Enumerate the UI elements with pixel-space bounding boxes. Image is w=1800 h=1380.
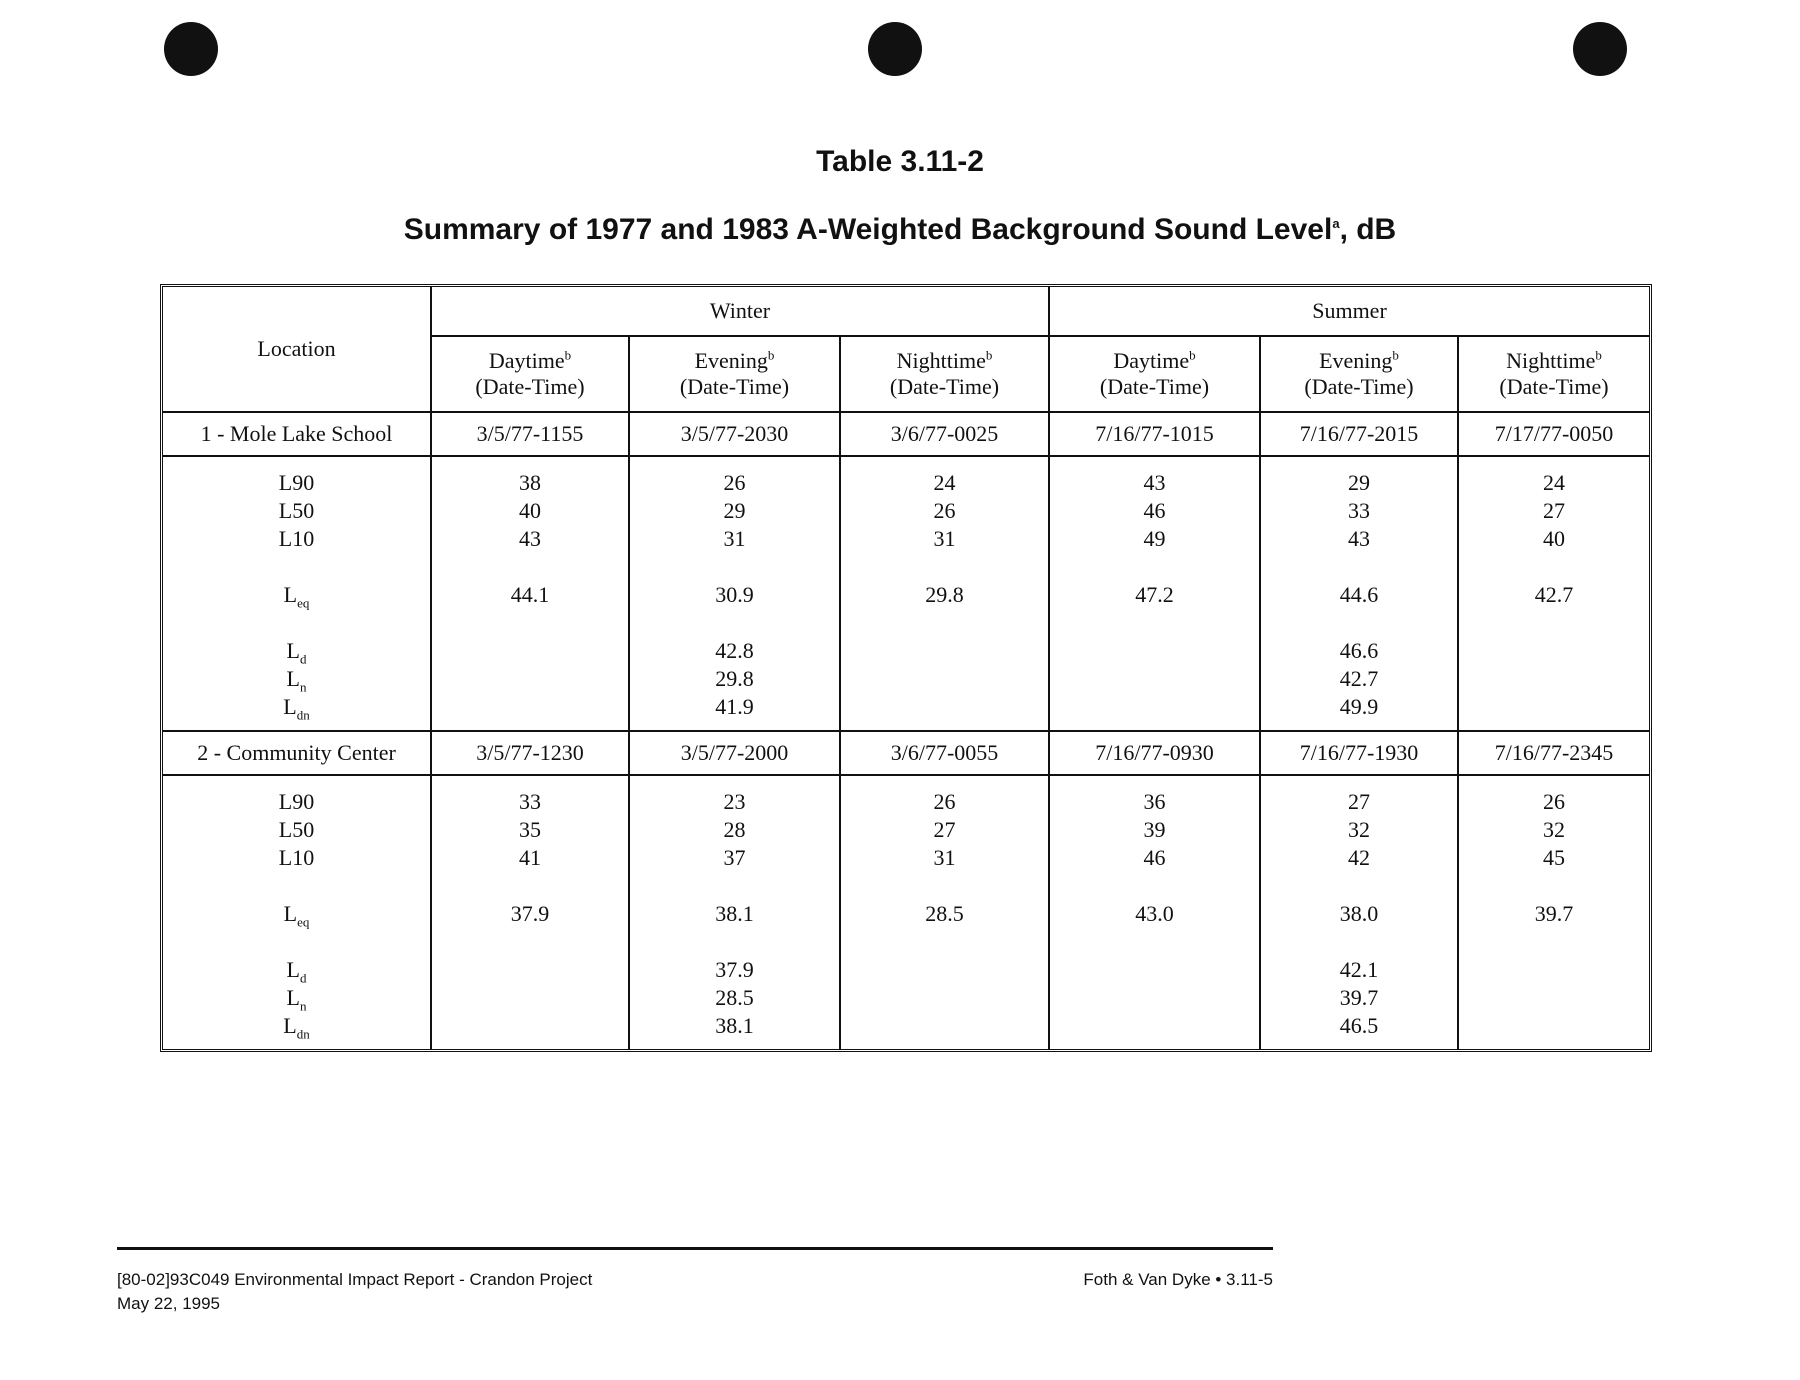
value-l50: 32: [1348, 817, 1370, 843]
period-header: [1260, 336, 1458, 412]
metric-gap: [841, 928, 1048, 956]
measurement-datetime: 7/16/77-2345: [1458, 731, 1649, 775]
footer-right: Foth & Van Dyke • 3.11-5: [1083, 1270, 1273, 1289]
metric-values: [1260, 775, 1458, 1049]
period-sublabel: (Date-Time): [889, 374, 1000, 400]
metric-label-ldn: [163, 1012, 430, 1040]
metric-base: L: [286, 638, 300, 664]
period-sublabel: (Date-Time): [1304, 374, 1414, 400]
measurement-datetime: 7/16/77-2015: [1260, 412, 1458, 456]
value-l90: 24: [1543, 470, 1565, 496]
metric-gap: [630, 553, 839, 581]
value-ln: [1050, 665, 1259, 693]
metric-gap: [630, 872, 839, 900]
value-l90: 27: [1348, 789, 1370, 815]
metric-gap: [1459, 928, 1649, 956]
metric-label-l50: L50: [278, 817, 315, 843]
footnote-marker: b: [1189, 348, 1196, 364]
measurement-datetime: 7/16/77-1930: [1260, 731, 1458, 775]
footnote-marker: b: [1392, 348, 1399, 364]
measurement-datetime: 3/5/77-2000: [629, 731, 840, 775]
metric-gap: [432, 872, 628, 900]
value-l50: 32: [1543, 817, 1565, 843]
value-ld: [1459, 637, 1649, 665]
binder-hole: [164, 22, 218, 76]
footnote-marker: b: [564, 348, 572, 364]
value-l10: 31: [933, 526, 956, 552]
period-sublabel: (Date-Time): [1499, 374, 1609, 400]
value-l10: 31: [723, 526, 746, 552]
location-row: [163, 731, 1649, 775]
value-ldn: [432, 693, 628, 721]
table-title: [0, 213, 1800, 247]
value-l90: 26: [723, 470, 746, 496]
value-l50: 28: [723, 817, 746, 843]
value-l50: 27: [1543, 498, 1565, 524]
value-l90: 43: [1143, 470, 1166, 496]
value-ldn: 38.1: [715, 1013, 754, 1039]
value-l10: 31: [933, 845, 956, 871]
metric-subscript: dn: [296, 1026, 310, 1042]
metric-gap: [163, 872, 430, 900]
metric-values: [629, 456, 840, 731]
metric-gap: [1050, 872, 1259, 900]
location-name: 2 - Community Center: [163, 731, 431, 775]
metric-subscript: d: [299, 651, 307, 667]
value-l50: 26: [933, 498, 956, 524]
metric-label-l50: L50: [278, 498, 315, 524]
value-l50: 35: [519, 817, 541, 843]
metric-values: [1458, 775, 1649, 1049]
value-ln: [841, 984, 1048, 1012]
metric-gap: [1261, 928, 1457, 956]
metric-gap: [841, 872, 1048, 900]
metric-gap: [630, 928, 839, 956]
table-number: Table 3.11-2: [816, 145, 984, 178]
footer-left: [117, 1268, 592, 1316]
metric-values: [1260, 456, 1458, 731]
metric-base: L: [283, 901, 298, 927]
metric-gap: [1261, 609, 1457, 637]
value-l50: 40: [519, 498, 541, 524]
value-leq: 44.6: [1339, 582, 1379, 608]
season-header-winter: Winter: [431, 287, 1049, 336]
report-date: May 22, 1995: [117, 1294, 221, 1313]
value-ld: [841, 956, 1048, 984]
value-l50: 29: [723, 498, 746, 524]
table-body: [163, 412, 1649, 1049]
metric-gap: [1050, 609, 1259, 637]
value-ln: [432, 665, 628, 693]
value-ln: 39.7: [1339, 985, 1379, 1011]
metric-label-ld: [163, 637, 430, 665]
metric-values: [840, 456, 1049, 731]
metric-label-ln: [163, 984, 430, 1012]
value-ld: [841, 637, 1048, 665]
metric-labels: [163, 775, 431, 1049]
metric-labels: [163, 456, 431, 731]
value-ld: [432, 637, 628, 665]
value-ld: [1459, 956, 1649, 984]
metric-gap: [1261, 872, 1457, 900]
metric-gap: [1459, 553, 1649, 581]
value-l90: 33: [519, 789, 541, 815]
metric-label-l90: L90: [278, 789, 315, 815]
value-l10: 43: [519, 526, 541, 552]
metric-gap: [163, 553, 430, 581]
metrics-row: [163, 456, 1649, 731]
value-l90: 26: [933, 789, 956, 815]
value-ldn: [841, 1012, 1048, 1040]
footnote-marker: b: [767, 348, 775, 364]
metric-base: L: [286, 957, 300, 983]
value-ld: [432, 956, 628, 984]
value-l10: 46: [1143, 845, 1166, 871]
metric-gap: [1459, 609, 1649, 637]
value-l90: 24: [933, 470, 956, 496]
value-ldn: [432, 1012, 628, 1040]
period-header: [1049, 336, 1260, 412]
title-unit: , dB: [1339, 213, 1397, 246]
value-leq: 37.9: [510, 901, 550, 927]
value-ln: [1459, 984, 1649, 1012]
measurement-datetime: 3/5/77-2030: [629, 412, 840, 456]
value-l10: 42: [1348, 845, 1370, 871]
report-reference: [80-02]93C049 Environmental Impact Report - Crandon Project: [117, 1270, 593, 1289]
value-ln: 29.8: [715, 666, 754, 692]
location-name: 1 - Mole Lake School: [163, 412, 431, 456]
measurement-datetime: 3/5/77-1155: [431, 412, 629, 456]
period-sublabel: (Date-Time): [475, 374, 585, 400]
metric-label-ln: [163, 665, 430, 693]
metric-gap: [432, 928, 628, 956]
season-header-summer: Summer: [1049, 287, 1649, 336]
value-ln: [432, 984, 628, 1012]
sound-level-table-frame: [160, 284, 1652, 1052]
value-l50: 33: [1348, 498, 1370, 524]
value-l10: 41: [519, 845, 541, 871]
metric-label-leq: [163, 900, 430, 928]
measurement-datetime: 7/16/77-0930: [1049, 731, 1260, 775]
value-leq: 43.0: [1135, 901, 1174, 927]
metrics-row: [163, 775, 1649, 1049]
value-leq: 47.2: [1135, 582, 1174, 608]
value-ldn: [841, 693, 1048, 721]
value-l90: 23: [723, 789, 746, 815]
footnote-marker: a: [1332, 216, 1340, 231]
value-ld: [1050, 956, 1259, 984]
value-ldn: [1459, 693, 1649, 721]
value-leq: 38.1: [715, 901, 754, 927]
value-l90: 29: [1348, 470, 1370, 496]
metric-gap: [841, 609, 1048, 637]
metric-subscript: eq: [297, 595, 310, 611]
metric-gap: [1050, 553, 1259, 581]
footnote-marker: b: [985, 348, 993, 364]
value-ldn: [1050, 693, 1259, 721]
metric-label-ld: [163, 956, 430, 984]
value-ld: 46.6: [1339, 638, 1379, 664]
value-ldn: 49.9: [1339, 694, 1379, 720]
metric-gap: [1261, 553, 1457, 581]
metric-base: L: [286, 985, 300, 1011]
measurement-datetime: 3/6/77-0025: [840, 412, 1049, 456]
metric-values: [840, 775, 1049, 1049]
value-l10: 37: [723, 845, 746, 871]
period-header: [840, 336, 1049, 412]
metric-values: [1049, 775, 1260, 1049]
period-label: Evening: [694, 348, 768, 374]
measurement-datetime: 3/5/77-1230: [431, 731, 629, 775]
measurement-datetime: 3/6/77-0055: [840, 731, 1049, 775]
value-leq: 44.1: [510, 582, 550, 608]
period-label: Nighttime: [1506, 348, 1596, 374]
value-leq: 42.7: [1534, 582, 1574, 608]
value-l90: 36: [1143, 789, 1166, 815]
metric-subscript: d: [299, 970, 307, 986]
period-label: Daytime: [488, 348, 565, 374]
value-l50: 27: [933, 817, 956, 843]
metric-gap: [1050, 928, 1259, 956]
measurement-datetime: 7/16/77-1015: [1049, 412, 1260, 456]
metric-gap: [432, 609, 628, 637]
value-leq: 30.9: [715, 582, 754, 608]
measurement-datetime: 7/17/77-0050: [1458, 412, 1649, 456]
metric-subscript: eq: [297, 914, 310, 930]
metric-subscript: dn: [296, 707, 310, 723]
metric-base: L: [283, 1013, 297, 1039]
value-ldn: 46.5: [1339, 1013, 1379, 1039]
period-header: [629, 336, 840, 412]
metric-subscript: n: [299, 998, 307, 1014]
period-header: [431, 336, 629, 412]
value-leq: 38.0: [1339, 901, 1379, 927]
binder-hole: [1573, 22, 1627, 76]
metric-values: [1049, 456, 1260, 731]
metric-values: [629, 775, 840, 1049]
metric-gap: [432, 553, 628, 581]
period-label: Daytime: [1113, 348, 1190, 374]
metric-values: [431, 775, 629, 1049]
location-header: Location: [163, 287, 431, 412]
period-sublabel: (Date-Time): [1099, 374, 1210, 400]
value-ln: [1050, 984, 1259, 1012]
value-ld: [1050, 637, 1259, 665]
value-ldn: [1459, 1012, 1649, 1040]
value-l10: 43: [1348, 526, 1370, 552]
value-l50: 39: [1143, 817, 1166, 843]
value-leq: 29.8: [925, 582, 964, 608]
metric-label-leq: [163, 581, 430, 609]
metric-gap: [1459, 872, 1649, 900]
value-ldn: 41.9: [715, 694, 754, 720]
value-ln: 28.5: [715, 985, 754, 1011]
value-ldn: [1050, 1012, 1259, 1040]
period-label: Nighttime: [896, 348, 986, 374]
sound-level-table: [163, 287, 1649, 1049]
value-l90: 26: [1543, 789, 1565, 815]
metric-base: L: [283, 694, 297, 720]
value-l50: 46: [1143, 498, 1166, 524]
metric-label-ldn: [163, 693, 430, 721]
metric-values: [431, 456, 629, 731]
metric-base: L: [283, 582, 298, 608]
period-label: Evening: [1319, 348, 1393, 374]
footer-rule: [117, 1247, 1273, 1250]
value-l90: 38: [519, 470, 541, 496]
metric-gap: [841, 553, 1048, 581]
title-text: Summary of 1977 and 1983 A-Weighted Background Sound Level: [403, 213, 1333, 246]
value-ld: 37.9: [715, 957, 754, 983]
metric-gap: [163, 609, 430, 637]
value-l10: 40: [1543, 526, 1565, 552]
location-row: [163, 412, 1649, 456]
value-ln: [841, 665, 1048, 693]
value-ld: 42.1: [1339, 957, 1379, 983]
value-leq: 28.5: [925, 901, 964, 927]
metric-label-l10: L10: [278, 526, 315, 552]
metric-values: [1458, 456, 1649, 731]
value-l10: 45: [1543, 845, 1565, 871]
metric-subscript: n: [299, 679, 307, 695]
value-ld: 42.8: [715, 638, 754, 664]
metric-gap: [630, 609, 839, 637]
period-sublabel: (Date-Time): [679, 374, 790, 400]
value-l10: 49: [1143, 526, 1166, 552]
period-header: [1458, 336, 1649, 412]
metric-label-l10: L10: [278, 845, 315, 871]
value-ln: 42.7: [1339, 666, 1379, 692]
value-leq: 39.7: [1534, 901, 1574, 927]
metric-base: L: [286, 666, 300, 692]
metric-gap: [163, 928, 430, 956]
footnote-marker: b: [1595, 348, 1602, 364]
metric-label-l90: L90: [278, 470, 315, 496]
binder-hole: [868, 22, 922, 76]
value-ln: [1459, 665, 1649, 693]
